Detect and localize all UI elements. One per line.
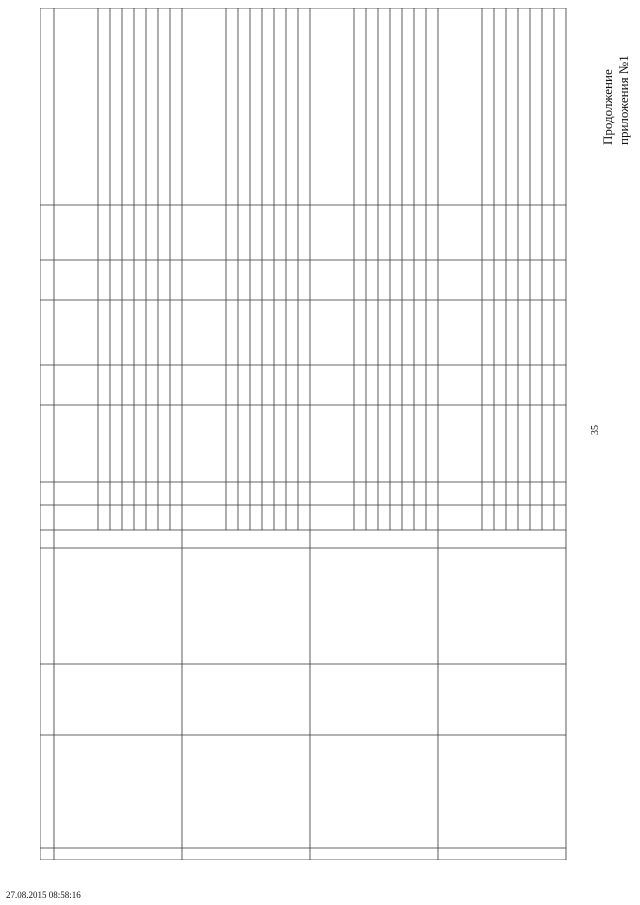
indicator-description (312, 550, 436, 662)
cell-c11 (380, 262, 389, 299)
cell-c12 (184, 207, 193, 259)
page-number: 35 (590, 425, 601, 435)
cell-c10 (392, 302, 401, 364)
cell-c8 (496, 407, 505, 481)
cell-c11 (240, 262, 249, 299)
cell-years (404, 507, 413, 529)
cell-c8 (112, 407, 121, 481)
cell-c12 (124, 207, 133, 259)
cell-c10 (520, 302, 529, 364)
cell-c7 (532, 484, 541, 504)
cell-c8 (160, 407, 169, 481)
cell-c11 (276, 262, 285, 299)
row-number (312, 849, 332, 859)
cell-years (172, 507, 181, 529)
cell-c10 (56, 302, 65, 364)
cell-c8 (404, 407, 413, 481)
cell-c8 (276, 407, 285, 481)
cell-c8 (312, 407, 321, 481)
cell-c8 (56, 407, 65, 481)
cell-c9 (440, 367, 449, 404)
cell-years (240, 507, 249, 529)
page-title: Продолжение приложения №1 (600, 55, 631, 145)
cell-c9 (428, 367, 437, 404)
cell-c7 (300, 484, 309, 504)
program-item-name (184, 737, 308, 846)
unit (56, 531, 80, 547)
cell-c7 (416, 484, 425, 504)
cell-c7 (136, 484, 145, 504)
cell-c10 (112, 302, 121, 364)
cell-c8 (300, 407, 309, 481)
cell-c12 (484, 207, 493, 259)
column-number (42, 664, 54, 735)
cell-years (300, 507, 309, 529)
cell-c7 (484, 484, 493, 504)
cell-c11 (228, 262, 237, 299)
cell-c8 (508, 407, 517, 481)
cell-years (100, 507, 109, 529)
cell-c10 (484, 302, 493, 364)
cell-c9 (484, 367, 493, 404)
cell-c7 (100, 484, 109, 504)
cell-c11 (544, 262, 553, 299)
cell-c8 (416, 407, 425, 481)
cell-c11 (252, 262, 261, 299)
cell-c11 (496, 262, 505, 299)
cell-c11 (100, 262, 109, 299)
cell-c10 (148, 302, 157, 364)
cell-c10 (532, 302, 541, 364)
cell-years (148, 507, 157, 529)
cell-c11 (312, 262, 321, 299)
cell-years (508, 507, 517, 529)
cell-c11 (404, 262, 413, 299)
cell-c8 (520, 407, 529, 481)
cell-c11 (520, 262, 529, 299)
cell-c9 (288, 367, 297, 404)
program-item-name (440, 737, 564, 846)
cell-c12 (136, 207, 145, 259)
cell-c12 (160, 207, 169, 259)
cell-c12 (496, 207, 505, 259)
cell-c12 (428, 207, 437, 259)
cell-c9 (100, 367, 109, 404)
cell-c10 (428, 302, 437, 364)
cell-years (496, 507, 505, 529)
cell-c12 (520, 207, 529, 259)
cell-c8 (148, 407, 157, 481)
cell-c11 (184, 262, 193, 299)
cell-c10 (252, 302, 261, 364)
cell-c10 (172, 302, 181, 364)
cell-c7 (276, 484, 285, 504)
cell-years (416, 507, 425, 529)
cell-c12 (300, 207, 309, 259)
cell-years (112, 507, 121, 529)
cell-c11 (264, 262, 273, 299)
cell-c10 (300, 302, 309, 364)
cell-c9 (416, 367, 425, 404)
cell-c7 (380, 484, 389, 504)
cell-c12 (532, 207, 541, 259)
cell-c10 (312, 302, 321, 364)
cell-c11 (428, 262, 437, 299)
cell-c11 (356, 262, 365, 299)
cell-c11 (484, 262, 493, 299)
cell-c7 (56, 484, 65, 504)
cell-c9 (264, 367, 273, 404)
cell-c10 (240, 302, 249, 364)
cell-c12 (380, 207, 389, 259)
cell-c9 (184, 367, 193, 404)
cell-c10 (508, 302, 517, 364)
cell-c9 (228, 367, 237, 404)
cell-c8 (136, 407, 145, 481)
cell-c7 (288, 484, 297, 504)
cell-c9 (392, 367, 401, 404)
cell-years (56, 507, 65, 529)
cell-c12 (392, 207, 401, 259)
cell-c11 (160, 262, 169, 299)
column-number (42, 482, 54, 505)
cell-c7 (392, 484, 401, 504)
cell-c12 (276, 207, 285, 259)
cell-c7 (184, 484, 193, 504)
executor (440, 666, 564, 733)
cell-years (264, 507, 273, 529)
cell-c9 (508, 367, 517, 404)
cell-c11 (392, 262, 401, 299)
row-number (56, 849, 76, 859)
cell-c8 (484, 407, 493, 481)
column-number (42, 548, 54, 664)
cell-c11 (440, 262, 449, 299)
cell-c12 (544, 207, 553, 259)
executor (56, 666, 180, 733)
cell-years (428, 507, 437, 529)
cell-c8 (368, 407, 377, 481)
cell-c11 (368, 262, 377, 299)
executor (312, 666, 436, 733)
cell-c7 (264, 484, 273, 504)
cell-c9 (160, 367, 169, 404)
cell-c11 (136, 262, 145, 299)
cell-years (312, 507, 321, 529)
cell-c8 (532, 407, 541, 481)
column-number (42, 848, 54, 860)
cell-c12 (416, 207, 425, 259)
cell-c7 (240, 484, 249, 504)
cell-c9 (56, 367, 65, 404)
cell-c8 (124, 407, 133, 481)
cell-c8 (240, 407, 249, 481)
cell-c10 (228, 302, 237, 364)
cell-c11 (508, 262, 517, 299)
cell-c8 (184, 407, 193, 481)
cell-c9 (112, 367, 121, 404)
column-number (42, 405, 54, 482)
unit (312, 531, 336, 547)
cell-c10 (380, 302, 389, 364)
column-number (42, 300, 54, 365)
cell-c12 (508, 207, 517, 259)
cell-c9 (496, 367, 505, 404)
cell-c9 (240, 367, 249, 404)
cell-c9 (544, 367, 553, 404)
cell-c9 (300, 367, 309, 404)
indicator-description (184, 550, 308, 662)
cell-c10 (404, 302, 413, 364)
cell-c10 (496, 302, 505, 364)
cell-years (392, 507, 401, 529)
cell-c9 (356, 367, 365, 404)
cell-years (544, 507, 553, 529)
cell-c7 (404, 484, 413, 504)
cell-c11 (172, 262, 181, 299)
cell-c11 (556, 262, 565, 299)
cell-c11 (148, 262, 157, 299)
cell-c8 (428, 407, 437, 481)
cell-years (124, 507, 133, 529)
footer-timestamp: 27.08.2015 08:58:16 (6, 890, 81, 900)
cell-years (380, 507, 389, 529)
cell-c7 (428, 484, 437, 504)
cell-c12 (556, 207, 565, 259)
column-number (42, 530, 54, 548)
cell-c11 (124, 262, 133, 299)
cell-c12 (252, 207, 261, 259)
cell-c9 (172, 367, 181, 404)
cell-c8 (356, 407, 365, 481)
cell-c7 (556, 484, 565, 504)
cell-c8 (264, 407, 273, 481)
cell-c12 (148, 207, 157, 259)
unit (440, 531, 464, 547)
cell-c9 (404, 367, 413, 404)
cell-c7 (124, 484, 133, 504)
cell-c8 (100, 407, 109, 481)
cell-c10 (100, 302, 109, 364)
cell-c10 (264, 302, 273, 364)
cell-c9 (380, 367, 389, 404)
indicator-description (56, 550, 180, 662)
cell-years (368, 507, 377, 529)
cell-years (484, 507, 493, 529)
cell-c10 (356, 302, 365, 364)
cell-c9 (368, 367, 377, 404)
column-number (42, 735, 54, 848)
cell-c8 (172, 407, 181, 481)
cell-c9 (556, 367, 565, 404)
cell-c7 (440, 484, 449, 504)
column-number (42, 505, 54, 530)
cell-c12 (100, 207, 109, 259)
cell-c12 (112, 207, 121, 259)
cell-c12 (312, 207, 321, 259)
cell-c9 (124, 367, 133, 404)
cell-years (288, 507, 297, 529)
cell-c7 (508, 484, 517, 504)
cell-c8 (544, 407, 553, 481)
cell-c12 (56, 207, 65, 259)
cell-c11 (416, 262, 425, 299)
cell-c8 (228, 407, 237, 481)
row-number (440, 849, 460, 859)
cell-c7 (312, 484, 321, 504)
cell-years (136, 507, 145, 529)
cell-c8 (380, 407, 389, 481)
cell-years (252, 507, 261, 529)
cell-c10 (160, 302, 169, 364)
cell-c10 (276, 302, 285, 364)
cell-c12 (368, 207, 377, 259)
program-item-name (312, 737, 436, 846)
cell-c10 (368, 302, 377, 364)
cell-c7 (496, 484, 505, 504)
cell-c11 (288, 262, 297, 299)
cell-c10 (440, 302, 449, 364)
cell-c9 (520, 367, 529, 404)
cell-c7 (356, 484, 365, 504)
cell-years (520, 507, 529, 529)
cell-c10 (136, 302, 145, 364)
cell-c10 (288, 302, 297, 364)
cell-years (160, 507, 169, 529)
cell-c7 (228, 484, 237, 504)
cell-c9 (532, 367, 541, 404)
cell-c7 (172, 484, 181, 504)
cell-c10 (184, 302, 193, 364)
cell-years (440, 507, 449, 529)
cell-c12 (264, 207, 273, 259)
cell-c7 (368, 484, 377, 504)
cell-c7 (544, 484, 553, 504)
cell-c12 (240, 207, 249, 259)
cell-c10 (544, 302, 553, 364)
cell-years (276, 507, 285, 529)
cell-c12 (356, 207, 365, 259)
cell-c12 (288, 207, 297, 259)
cell-c12 (172, 207, 181, 259)
cell-years (556, 507, 565, 529)
column-number (42, 365, 54, 405)
cell-c9 (148, 367, 157, 404)
executor (184, 666, 308, 733)
cell-c7 (112, 484, 121, 504)
cell-c9 (312, 367, 321, 404)
cell-c10 (124, 302, 133, 364)
cell-c7 (252, 484, 261, 504)
cell-c12 (440, 207, 449, 259)
cell-c8 (288, 407, 297, 481)
cell-c8 (556, 407, 565, 481)
cell-c7 (148, 484, 157, 504)
cell-c7 (520, 484, 529, 504)
cell-c12 (404, 207, 413, 259)
cell-c11 (532, 262, 541, 299)
indicator-description (440, 550, 564, 662)
cell-c11 (56, 262, 65, 299)
cell-years (532, 507, 541, 529)
row-number (184, 849, 204, 859)
cell-c10 (556, 302, 565, 364)
cell-c11 (112, 262, 121, 299)
cell-c7 (160, 484, 169, 504)
cell-years (228, 507, 237, 529)
cell-c8 (392, 407, 401, 481)
cell-c9 (252, 367, 261, 404)
cell-c8 (252, 407, 261, 481)
cell-c8 (440, 407, 449, 481)
cell-c10 (416, 302, 425, 364)
cell-c9 (136, 367, 145, 404)
cell-c12 (228, 207, 237, 259)
program-item-name (56, 737, 180, 846)
column-number (42, 205, 54, 260)
unit (184, 531, 208, 547)
cell-c11 (300, 262, 309, 299)
cell-years (356, 507, 365, 529)
cell-years (184, 507, 193, 529)
data-table (40, 8, 575, 860)
column-number (42, 260, 54, 300)
cell-c9 (276, 367, 285, 404)
